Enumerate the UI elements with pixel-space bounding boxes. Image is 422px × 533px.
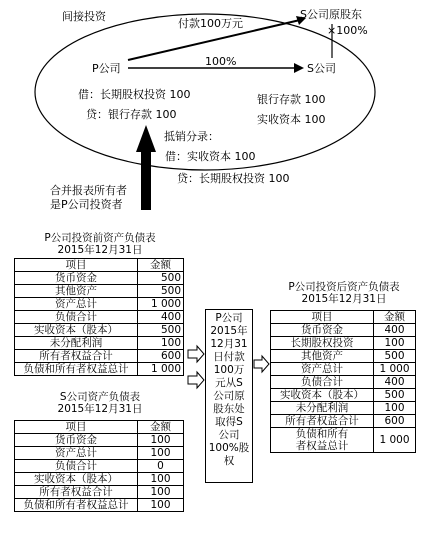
table-row	[271, 428, 416, 453]
table-header	[271, 311, 416, 324]
table-row	[271, 363, 416, 376]
row-label: 所有者权益合计	[271, 415, 374, 428]
row-value: 1 000	[138, 363, 184, 376]
row-value: 500	[138, 285, 184, 298]
s-sheet-title	[15, 391, 185, 415]
row-label: 所有者权益合计	[15, 350, 138, 363]
table-row	[15, 499, 184, 512]
row-label: 负债和所有者权益总计	[15, 499, 138, 512]
table-row	[271, 402, 416, 415]
row-value: 500	[138, 324, 184, 337]
pay-label: 付款100万元	[178, 17, 243, 30]
row-value: 100	[138, 486, 184, 499]
p-before-title-line2: 2015年12月31日	[57, 244, 143, 256]
table-row	[15, 363, 184, 376]
row-label: 资产总计	[15, 447, 138, 460]
box-line: 公司	[218, 429, 240, 441]
p-before-title	[15, 232, 185, 256]
row-label-line1: 负债和所有	[295, 428, 349, 440]
row-value: 400	[374, 324, 416, 337]
box-line: 权	[223, 455, 235, 467]
box-line: P公司	[215, 312, 243, 324]
s-bank-entry: 银行存款 100	[257, 93, 326, 106]
row-value: 1 000	[138, 298, 184, 311]
row-value: 100	[374, 337, 416, 350]
table-row	[15, 311, 184, 324]
row-label: 货币资金	[271, 324, 374, 337]
table-row	[271, 337, 416, 350]
row-label: 负债合计	[271, 376, 374, 389]
owner-note-line2: 是P公司投资者	[50, 198, 123, 211]
box-line: 12月31	[210, 338, 248, 350]
s-sheet-title-line2: 2015年12月31日	[57, 403, 143, 415]
row-label: 其他资产	[15, 285, 138, 298]
row-label: 所有者权益合计	[15, 486, 138, 499]
box-line: 100%股	[208, 442, 250, 454]
table-row	[271, 415, 416, 428]
table-header	[15, 421, 184, 434]
arrow-to-box-bottom	[188, 372, 204, 388]
table-row	[271, 324, 416, 337]
row-label: 负债合计	[15, 460, 138, 473]
table-row	[15, 486, 184, 499]
box-line: 股东处	[213, 403, 245, 415]
table-row	[15, 460, 184, 473]
header-item: 项目	[271, 311, 374, 324]
row-value: 100	[138, 473, 184, 486]
row-label: 资产总计	[15, 298, 138, 311]
invest-percent: 100%	[205, 55, 237, 68]
elimination-credit: 贷：长期股权投资 100	[177, 172, 290, 185]
p-before-table	[14, 258, 184, 376]
row-label: 货币资金	[15, 272, 138, 285]
row-value: 600	[138, 350, 184, 363]
header-amount: 金额	[138, 259, 184, 272]
transaction-box	[205, 309, 253, 483]
box-line: 元从S	[215, 377, 243, 389]
arrow-to-after	[254, 356, 269, 372]
row-label-line2: 者权益总计	[295, 440, 349, 452]
p-credit-entry: 贷：银行存款 100	[86, 108, 177, 121]
row-label	[271, 428, 374, 453]
row-label: 负债和所有者权益总计	[15, 363, 138, 376]
p-company-label: P公司	[92, 62, 121, 75]
table-row	[15, 350, 184, 363]
table-row	[271, 376, 416, 389]
row-label: 实收资本（股本）	[271, 389, 374, 402]
table-row	[15, 272, 184, 285]
table-row	[15, 285, 184, 298]
row-value: 500	[374, 350, 416, 363]
row-value: 500	[374, 389, 416, 402]
row-value: 100	[138, 447, 184, 460]
row-value: 400	[374, 376, 416, 389]
p-before-title-line1: P公司投资前资产负债表	[44, 232, 156, 244]
row-label: 实收资本（股本）	[15, 473, 138, 486]
row-label: 未分配利润	[271, 402, 374, 415]
table-header	[15, 259, 184, 272]
table-row	[271, 389, 416, 402]
header-item: 项目	[15, 421, 138, 434]
row-label: 实收资本（股本）	[15, 324, 138, 337]
header-amount: 金额	[138, 421, 184, 434]
p-after-title	[268, 281, 420, 305]
s-shareholder-label: S公司原股东	[300, 8, 362, 21]
table-row	[15, 434, 184, 447]
box-line: 取得S	[215, 416, 243, 428]
row-value: 100	[374, 402, 416, 415]
p-after-title-line1: P公司投资后资产负债表	[288, 281, 400, 293]
row-label: 资产总计	[271, 363, 374, 376]
row-value: 400	[138, 311, 184, 324]
s-company-label: S公司	[307, 62, 336, 75]
header-amount: 金额	[374, 311, 416, 324]
owner-note-line1: 合并报表所有者	[50, 184, 127, 197]
table-row	[271, 350, 416, 363]
s-sheet-table	[14, 420, 184, 512]
table-row	[15, 324, 184, 337]
row-label: 负债合计	[15, 311, 138, 324]
row-value: 100	[138, 499, 184, 512]
row-label: 未分配利润	[15, 337, 138, 350]
box-line: 100万	[213, 364, 245, 376]
header-item: 项目	[15, 259, 138, 272]
table-row	[15, 473, 184, 486]
arrow-to-box-top	[188, 346, 204, 362]
row-value: 1 000	[374, 363, 416, 376]
box-line: 公司原	[213, 390, 245, 402]
invest-arrowhead	[294, 63, 304, 73]
row-value: 0	[138, 460, 184, 473]
indirect-invest-label: 间接投资	[62, 10, 106, 23]
box-line: 2015年	[210, 325, 248, 337]
row-label: 货币资金	[15, 434, 138, 447]
row-value: 100	[138, 434, 184, 447]
shareholder-percent: ×100%	[327, 24, 368, 37]
row-value: 500	[138, 272, 184, 285]
owner-block-arrow	[136, 125, 156, 210]
box-line: 日付款	[213, 351, 245, 363]
table-row	[15, 298, 184, 311]
table-row	[15, 337, 184, 350]
elimination-title: 抵销分录：	[164, 130, 219, 143]
p-after-table	[270, 310, 416, 453]
s-sheet-title-line1: S公司资产负债表	[59, 391, 141, 403]
elimination-debit: 借：实收资本 100	[165, 150, 256, 163]
p-debit-entry: 借：长期股权投资 100	[78, 88, 191, 101]
table-row	[15, 447, 184, 460]
row-label: 长期股权投资	[271, 337, 374, 350]
row-value: 1 000	[374, 428, 416, 453]
row-label: 其他资产	[271, 350, 374, 363]
p-after-title-line2: 2015年12月31日	[301, 293, 387, 305]
row-value: 600	[374, 415, 416, 428]
row-value: 100	[138, 337, 184, 350]
s-capital-entry: 实收资本 100	[257, 113, 326, 126]
